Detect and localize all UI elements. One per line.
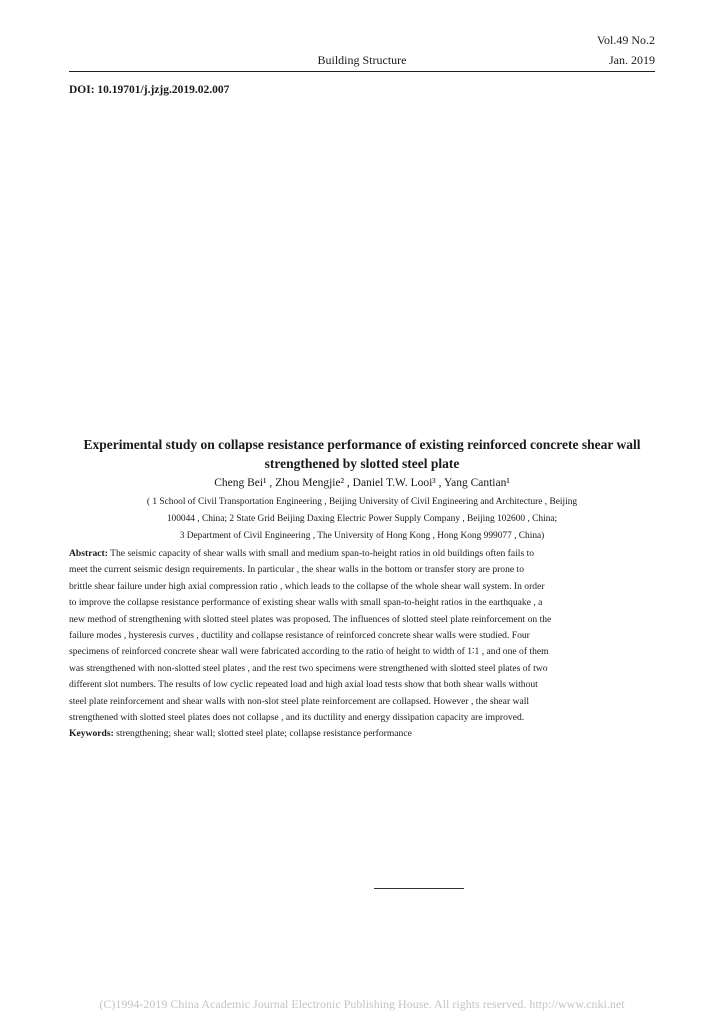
english-authors: Cheng Bei¹ , Zhou Mengjie² , Daniel T.W. Looi³ , Yang Cantian¹ xyxy=(214,477,510,489)
english-keywords-text: strengthening; shear wall; slotted steel plate; collapse resistance performance xyxy=(116,728,412,740)
english-abstract-line: to improve the collapse resistance performance of existing shear walls with small span-to-height ratios in the earthquake , a xyxy=(69,597,543,609)
english-affiliation-line2: 100044 , China; 2 State Grid Beijing Daxing Electric Power Supply Company , Beijing 102600 , China; xyxy=(166,514,558,524)
english-keywords-label: Keywords: xyxy=(69,728,114,740)
english-abstract-label: Abstract: xyxy=(69,548,108,559)
footnote-rule xyxy=(374,888,464,889)
english-abstract-line: was strengthened with non-slotted steel plates , and the rest two specimens were strengthened with slotted steel plates of two xyxy=(69,662,548,674)
english-affiliation-line3: 3 Department of Civil Engineering , The University of Hong Kong , Hong Kong 999077 , China) xyxy=(179,531,545,541)
english-abstract xyxy=(69,546,655,743)
english-abstract-line: steel plate reinforcement and shear walls with non-slot steel plate reinforcement are collapsed. However , the shear wall xyxy=(69,695,530,707)
english-abstract-text: The seismic capacity of shear walls with small and medium span-to-height ratios in old buildings often fails to xyxy=(110,548,535,559)
english-affiliation-line1: ( 1 School of Civil Transportation Engineering , Beijing University of Civil Engineering and Architecture , Beijing xyxy=(146,497,578,507)
english-abstract-line: new method of strengthening with slotted steel plates was proposed. The influences of slotted steel plate reinforcement on the xyxy=(69,613,552,625)
english-title-line1: Experimental study on collapse resistance performance of existing reinforced concrete shear wall xyxy=(83,437,641,452)
header-rule xyxy=(69,71,655,72)
english-abstract-line: failure modes , hysteresis curves , ductility and collapse resistance of reinforced concrete shear walls were studied. Four xyxy=(69,630,530,642)
english-abstract-line xyxy=(69,546,655,562)
english-abstract-line: different slot numbers. The results of low cyclic repeated load and high axial load tests show that both shear walls without xyxy=(69,679,538,691)
english-abstract-line: strengthened with slotted steel plates does not collapse , and its ductility and energy dissipation capacity are improved. xyxy=(69,712,525,724)
english-title-line2: strengthened by slotted steel plate xyxy=(264,456,460,471)
english-abstract-line: meet the current seismic design requirements. In particular , the shear walls in the bottom or transfer story are prone to xyxy=(69,564,525,576)
doi: DOI: 10.19701/j.jzjg.2019.02.007 xyxy=(69,84,230,96)
english-abstract-line: brittle shear failure under high axial compression ratio , which leads to the collapse of the whole shear wall system. In order xyxy=(69,580,545,592)
watermark: (C)1994-2019 China Academic Journal Electronic Publishing House. All rights reserved. http://www.cnki.net xyxy=(99,997,625,1011)
header-date: Jan. 2019 xyxy=(609,53,655,67)
header-volume: Vol.49 No.2 xyxy=(596,33,655,47)
english-keywords xyxy=(69,726,655,742)
english-abstract-line: specimens of reinforced concrete shear wall were fabricated according to the ratio of height to width of 1∶1 , and one of them xyxy=(69,646,549,658)
header-journal-en: Building Structure xyxy=(317,53,407,67)
